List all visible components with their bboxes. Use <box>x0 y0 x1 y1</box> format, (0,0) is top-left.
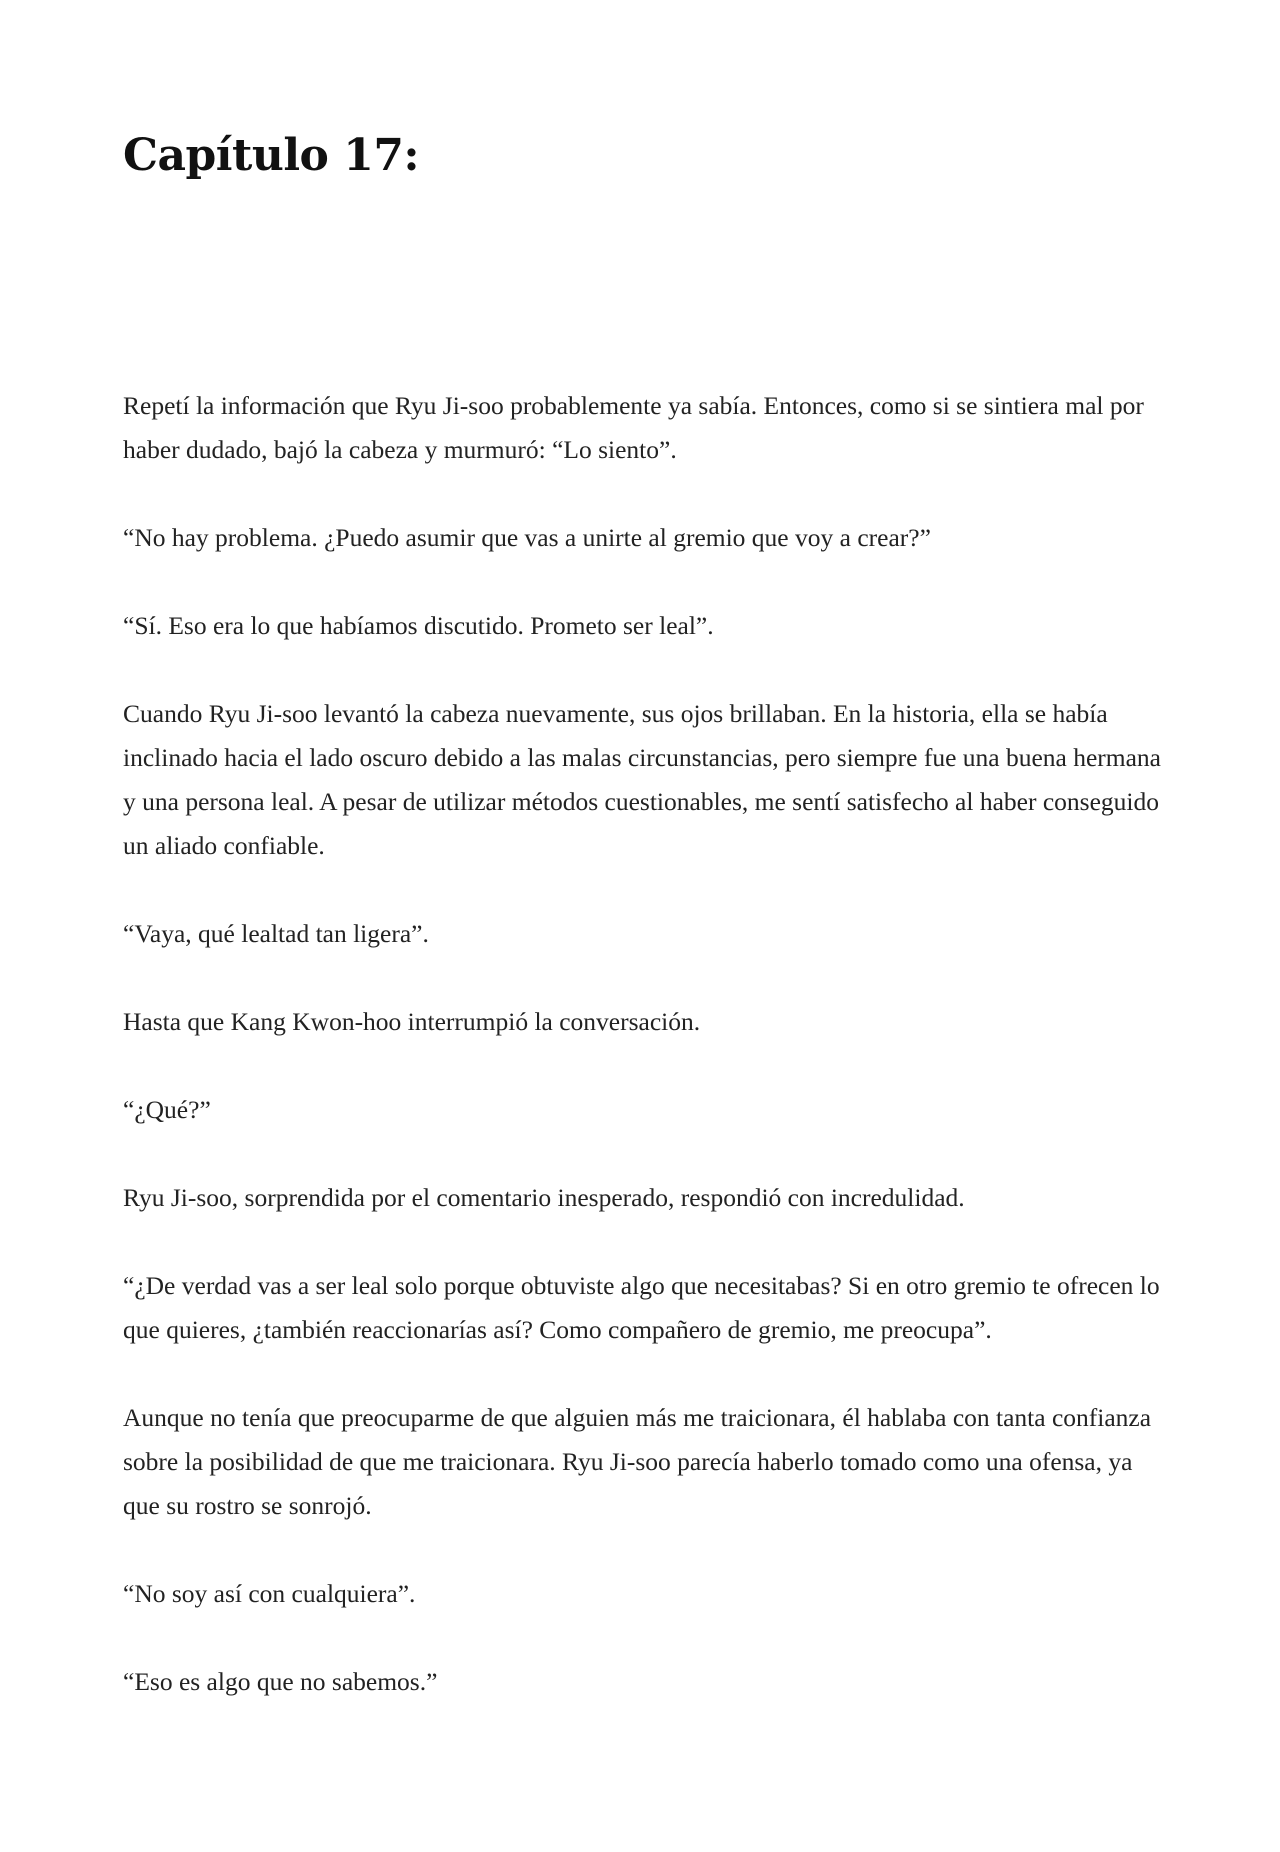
paragraph: “No soy así con cualquiera”. <box>123 1579 416 1608</box>
paragraph: “Vaya, qué lealtad tan ligera”. <box>123 919 429 948</box>
chapter-body <box>123 384 1173 1748</box>
paragraph: Cuando Ryu Ji-soo levantó la cabeza nuevamente, sus ojos brillaban. En la historia, ella se había inclinado hacia el lado oscuro debido a las malas circunstancias, pero siempre fue una buena hermana y una persona leal. A pesar de utilizar métodos cuestionables, me sentí satisfecho al haber conseguido un aliado confiable. <box>123 699 1162 860</box>
paragraph: “Eso es algo que no sabemos.” <box>123 1667 438 1696</box>
paragraph: “Sí. Eso era lo que habíamos discutido. Prometo ser leal”. <box>123 611 714 640</box>
paragraph: “No hay problema. ¿Puedo asumir que vas a unirte al gremio que voy a crear?” <box>123 523 931 552</box>
paragraph: “¿De verdad vas a ser leal solo porque obtuviste algo que necesitabas? Si en otro gremio te ofrecen lo que quieres, ¿también reaccionarías así? Como compañero de gremio, me preocupa”. <box>123 1271 1160 1344</box>
paragraph: Repetí la información que Ryu Ji-soo probablemente ya sabía. Entonces, como si se sintiera mal por haber dudado, bajó la cabeza y murmuró: “Lo siento”. <box>123 391 1144 464</box>
paragraph: Hasta que Kang Kwon-hoo interrumpió la conversación. <box>123 1007 701 1036</box>
paragraph: Aunque no tenía que preocuparme de que alguien más me traicionara, él hablaba con tanta confianza sobre la posibilidad de que me traicionara. Ryu Ji-soo parecía haberlo tomado como una ofensa, ya que su rostro se sonrojó. <box>123 1403 1152 1520</box>
paragraph: Ryu Ji-soo, sorprendida por el comentario inesperado, respondió con incredulidad. <box>123 1183 965 1212</box>
paragraph: “¿Qué?” <box>123 1095 211 1124</box>
chapter-title: Capítulo 17: <box>123 130 420 181</box>
